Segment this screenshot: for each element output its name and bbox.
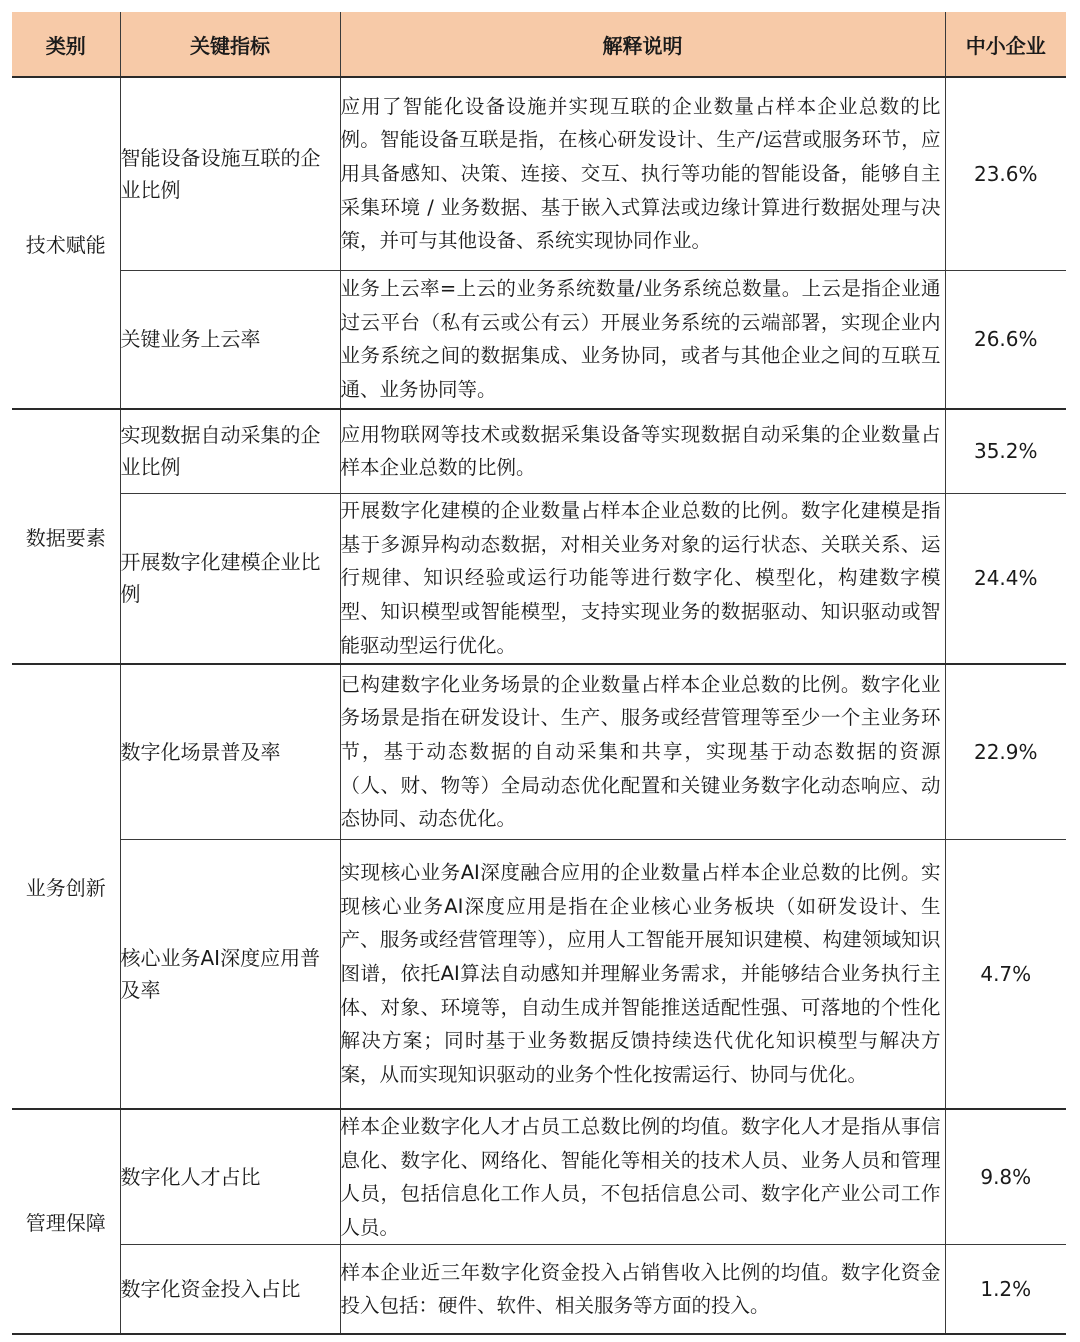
value-cell: 22.9% <box>945 664 1066 839</box>
description-cell: 样本企业近三年数字化资金投入占销售收入比例的均值。数字化资金投入包括：硬件、软件、相关服务等方面的投入。 <box>340 1245 945 1334</box>
value-cell: 23.6% <box>945 77 1066 270</box>
description-cell: 应用物联网等技术或数据采集设备等实现数据自动采集的企业数量占样本企业总数的比例。 <box>340 409 945 493</box>
indicator-cell: 数字化人才占比 <box>120 1109 340 1245</box>
category-cell: 管理保障 <box>12 1109 120 1334</box>
table-row <box>12 1245 1066 1334</box>
category-cell: 业务创新 <box>12 664 120 1109</box>
header-category: 类别 <box>12 12 120 77</box>
description-cell: 样本企业数字化人才占员工总数比例的均值。数字化人才是指从事信息化、数字化、网络化、智能化等相关的技术人员、业务人员和管理人员，包括信息化工作人员，不包括信息公司、数字化产业公司工作人员。 <box>340 1109 945 1245</box>
table-row <box>12 1109 1066 1245</box>
value-cell: 26.6% <box>945 270 1066 409</box>
category-cell: 技术赋能 <box>12 77 120 409</box>
header-indicator: 关键指标 <box>120 12 340 77</box>
indicator-cell: 关键业务上云率 <box>120 270 340 409</box>
indicator-cell: 核心业务AI深度应用普及率 <box>120 839 340 1109</box>
value-cell: 35.2% <box>945 409 1066 493</box>
value-cell: 24.4% <box>945 493 1066 664</box>
value-cell: 4.7% <box>945 839 1066 1109</box>
table-row <box>12 493 1066 664</box>
indicator-cell: 智能设备设施互联的企业比例 <box>120 77 340 270</box>
table-row <box>12 77 1066 270</box>
indicator-cell: 数字化资金投入占比 <box>120 1245 340 1334</box>
description-cell: 业务上云率=上云的业务系统数量/业务系统总数量。上云是指企业通过云平台（私有云或公有云）开展业务系统的云端部署，实现企业内业务系统之间的数据集成、业务协同，或者与其他企业之间的互联互通、业务协同等。 <box>340 270 945 409</box>
indicator-cell: 实现数据自动采集的企业比例 <box>120 409 340 493</box>
description-cell: 开展数字化建模的企业数量占样本企业总数的比例。数字化建模是指基于多源异构动态数据，对相关业务对象的运行状态、关联关系、运行规律、知识经验或运行功能等进行数字化、模型化，构建数字模型、知识模型或智能模型，支持实现业务的数据驱动、知识驱动或智能驱动型运行优化。 <box>340 493 945 664</box>
table-row <box>12 839 1066 1109</box>
indicator-table <box>12 12 1066 1335</box>
description-cell: 应用了智能化设备设施并实现互联的企业数量占样本企业总数的比例。智能设备互联是指，在核心研发设计、生产/运营或服务环节，应用具备感知、决策、连接、交互、执行等功能的智能设备，能够自主采集环境 / 业务数据、基于嵌入式算法或边缘计算进行数据处理与决策，并可与其他设备、系统实现协同作业。 <box>340 77 945 270</box>
table-row <box>12 270 1066 409</box>
table-row <box>12 409 1066 493</box>
description-cell: 实现核心业务AI深度融合应用的企业数量占样本企业总数的比例。实现核心业务AI深度应用是指在企业核心业务板块（如研发设计、生产、服务或经营管理等），应用人工智能开展知识建模、构建领域知识图谱，依托AI算法自动感知并理解业务需求，并能够结合业务执行主体、对象、环境等，自动生成并智能推送适配性强、可落地的个性化解决方案；同时基于业务数据反馈持续迭代优化知识模型与解决方案，从而实现知识驱动的业务个性化按需运行、协同与优化。 <box>340 839 945 1109</box>
category-cell: 数据要素 <box>12 409 120 664</box>
indicator-cell: 开展数字化建模企业比例 <box>120 493 340 664</box>
table-row <box>12 664 1066 839</box>
indicator-cell: 数字化场景普及率 <box>120 664 340 839</box>
header-sme: 中小企业 <box>945 12 1066 77</box>
header-row <box>12 12 1066 77</box>
value-cell: 9.8% <box>945 1109 1066 1245</box>
description-cell: 已构建数字化业务场景的企业数量占样本企业总数的比例。数字化业务场景是指在研发设计、生产、服务或经营管理等至少一个主业务环节，基于动态数据的自动采集和共享，实现基于动态数据的资源（人、财、物等）全局动态优化配置和关键业务数字化动态响应、动态协同、动态优化。 <box>340 664 945 839</box>
header-description: 解释说明 <box>340 12 945 77</box>
value-cell: 1.2% <box>945 1245 1066 1334</box>
